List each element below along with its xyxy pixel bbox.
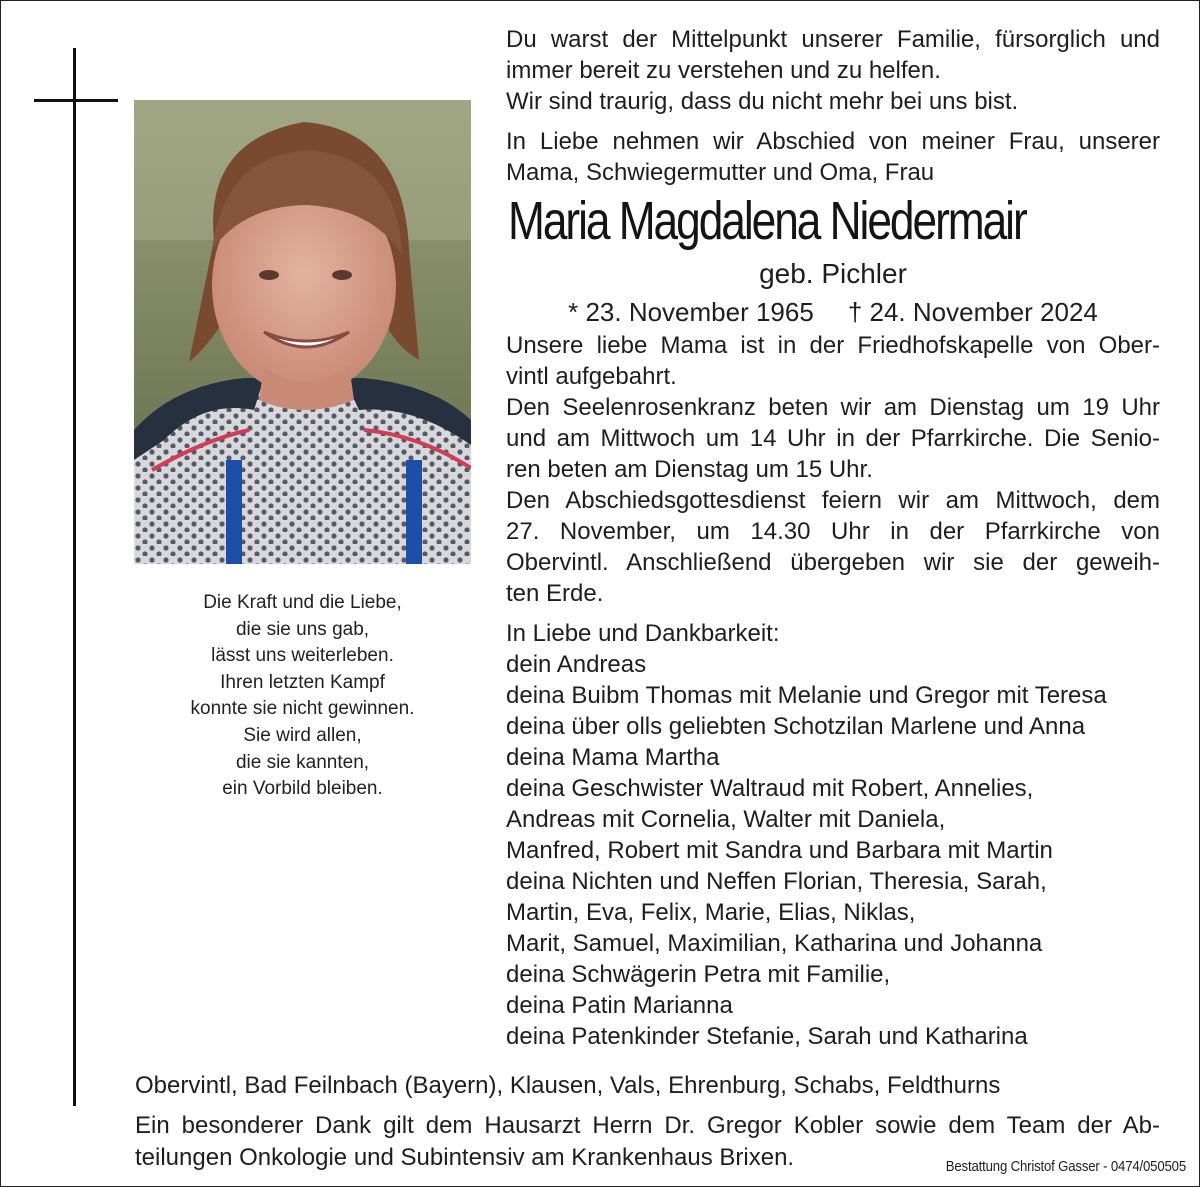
details-line: Den Seelenrosenkranz beten wir am Dienstag um 19 Uhr [506,394,1160,421]
poem-line: Die Kraft und die Liebe, [203,592,402,613]
mourners-line: Andreas mit Cornelia, Walter mit Daniela, [506,806,946,833]
details-line: Obervintl. Anschließend übergeben wir sie der geweih- [506,549,1160,576]
birth-name: geb. Pichler [759,258,907,289]
poem-line: ein Vorbild bleiben. [222,778,383,800]
mourners-line: deina Nichten und Neffen Florian, Theresia, Sarah, [506,868,1047,895]
mourners-line: deina über olls geliebten Schotzilan Marlene und Anna [506,713,1086,740]
poem-line: Ihren letzten Kampf [220,671,385,693]
intro-line: Du warst der Mittelpunkt unserer Familie, fürsorglich und [506,26,1160,53]
farewell-line: In Liebe nehmen wir Abschied von meiner Frau, unserer [506,128,1160,155]
poem-line: Sie wird allen, [243,724,362,746]
poem-line: konnte sie nicht gewinnen. [190,698,415,720]
farewell-line: Mama, Schwiegermutter und Oma, Frau [506,159,935,186]
mourners-line: deina Patenkinder Stefanie, Sarah und Katharina [506,1023,1028,1050]
details-line: Unsere liebe Mama ist in der Friedhofskapelle von Ober- [506,332,1160,359]
memorial-poem [134,590,471,803]
poem-line: lässt uns weiterleben. [211,645,394,667]
poem-line: die sie kannten, [235,751,370,773]
thanks-line: teilungen Onkologie und Subintensiv am Krankenhaus Brixen. [135,1144,795,1171]
mourners-line: deina Mama Martha [506,744,720,771]
deceased-name: Maria Magdalena Niedermair [508,191,1026,251]
details-line: ren beten am Dienstag um 15 Uhr. [506,456,873,483]
details-line: 27. November, um 14.30 Uhr in der Pfarrkirche von [506,518,1160,545]
cross-horizontal-bar [34,99,118,102]
life-dates [506,294,1160,330]
intro-line: Wir sind traurig, dass du nicht mehr bei uns bist. [506,88,1019,115]
details-line: vintl aufgebahrt. [506,363,677,390]
mourners-line: deina Schwägerin Petra mit Familie, [506,961,891,988]
mourners-line: dein Andreas [506,651,647,678]
mourners-line: Marit, Samuel, Maximilian, Katharina und Johanna [506,930,1043,957]
details-line: ten Erde. [506,580,604,607]
mourners-line: Martin, Eva, Felix, Marie, Elias, Niklas, [506,899,916,926]
death-date: † 24. November 2024 [847,297,1098,327]
portrait-photo [134,100,471,564]
places-line: Obervintl, Bad Feilnbach (Bayern), Klausen, Vals, Ehrenburg, Schabs, Feldthurns [135,1072,1001,1099]
notice-main-text [506,24,1160,1052]
mourners-line: deina Buibm Thomas mit Melanie und Gregor mit Teresa [506,682,1107,709]
mourners-line: deina Patin Marianna [506,992,733,1019]
mourners-line: In Liebe und Dankbarkeit: [506,620,780,647]
mourners-line: Manfred, Robert mit Sandra und Barbara mit Martin [506,837,1053,864]
poem-line: die sie uns gab, [235,618,370,640]
details-line: und am Mittwoch um 14 Uhr in der Pfarrkirche. Die Senio- [506,425,1160,452]
mourners-line: deina Geschwister Waltraud mit Robert, Annelies, [506,775,1034,802]
thanks-line: Ein besonderer Dank gilt dem Hausarzt Herrn Dr. Gregor Kobler sowie dem Team der Ab- [135,1112,1160,1139]
cross-vertical-bar [73,48,76,1106]
birth-date: * 23. November 1965 [568,297,814,327]
undertaker-credit: Bestattung Christof Gasser - 0474/050505 [945,1158,1186,1175]
details-line: Den Abschiedsgottesdienst feiern wir am Mittwoch, dem [506,487,1160,514]
intro-line: immer bereit zu verstehen und zu helfen. [506,57,941,84]
